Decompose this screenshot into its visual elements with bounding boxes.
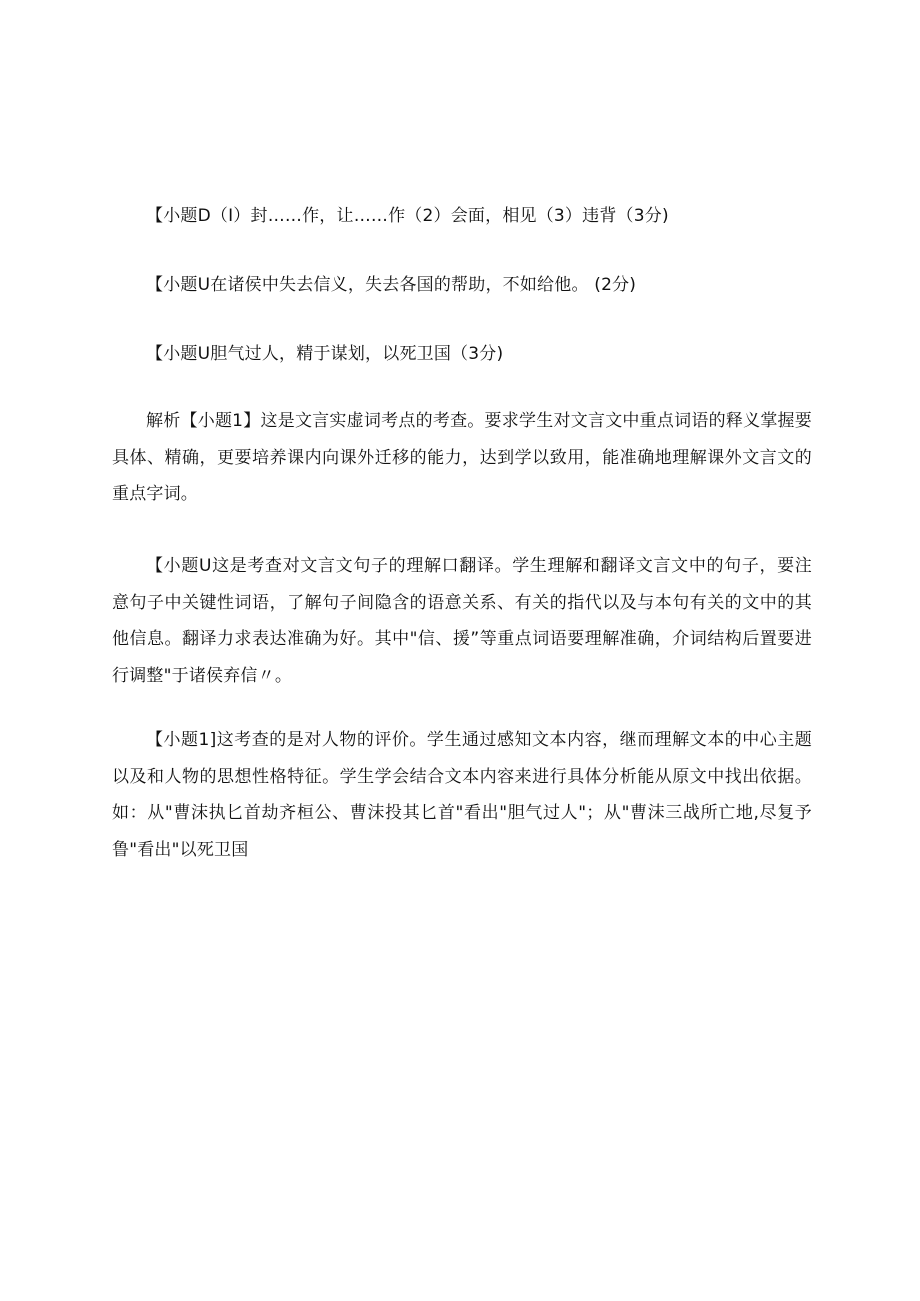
answer-line-3: 【小题U胆气过人，精于谋划，以死卫国（3分) [146,344,504,364]
analysis-paragraph-1: 解析【小题1】这是文言实虚词考点的考查。要求学生对文言文中重点词语的释义掌握要具体、精确，更要培养课内向课外迁移的能力，达到学以致用，能准确地理解课外文言文的重点字词。 [112,411,812,504]
analysis-paragraph-3: 【小题1]这考查的是对人物的评价。学生通过感知文本内容，继而理解文本的中心主题以及和人物的思想性格特征。学生学会结合文本内容来进行具体分析能从原文中找出依据。如：从"曹沫执匕首劫齐桓公、曹沫投其匕首"看出"胆气过人"；从"曹沫三战所亡地,尽复予鲁"看出"以死卫国 [112,730,812,860]
analysis-paragraph-2: 【小题U这是考查对文言文句子的理解口翻译。学生理解和翻译文言文中的句子，要注意句子中关键性词语，了解句子间隐含的语意关系、有关的指代以及与本句有关的文中的其他信息。翻译力求表达准确为好。其中"信、援”等重点词语要理解准确，介词结构后置要进行调整"于诸侯弃信〃。 [112,556,812,686]
answer-line-1: 【小题D（I）封……作，让……作（2）会面，相见（3）违背（3分) [146,206,669,226]
answer-line-2: 【小题U在诸侯中失去信义，失去各国的帮助，不如给他。 (2分) [146,275,637,295]
